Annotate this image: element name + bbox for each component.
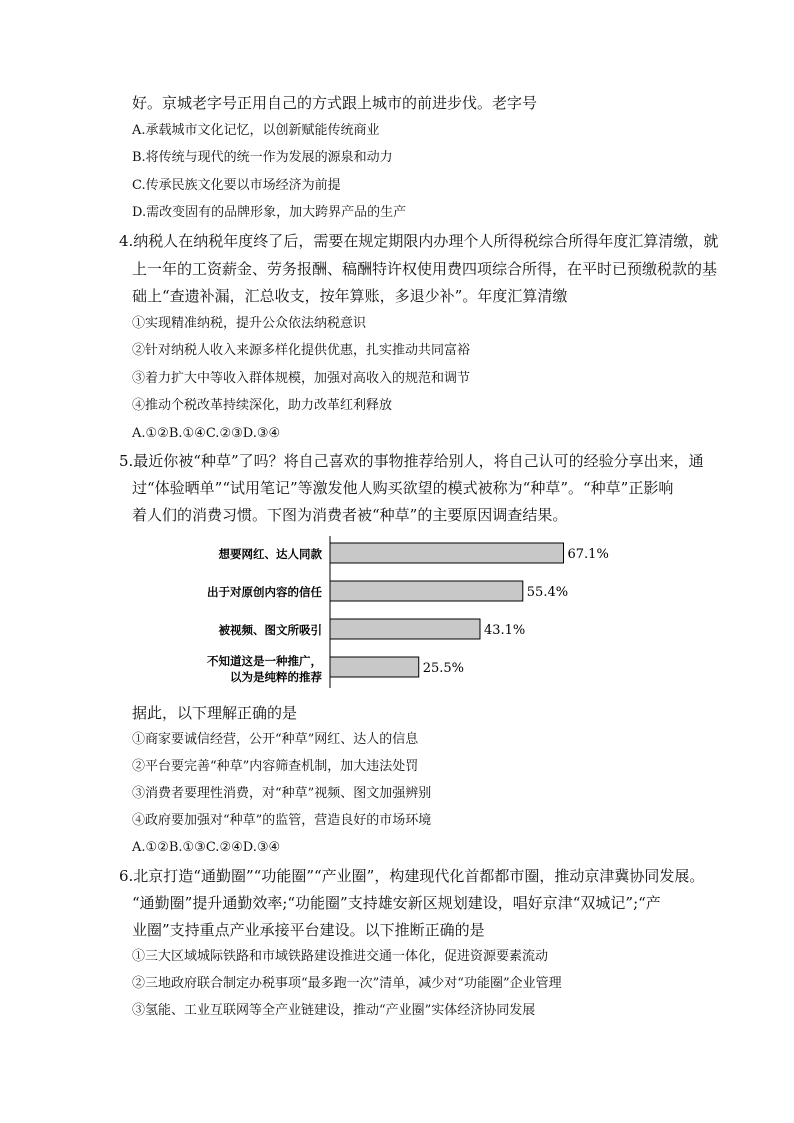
q5-stem-line-1: 5.最近你被“种草”了吗？将自己喜欢的事物推荐给别人，将自己认可的经验分享出来，通 (119, 452, 704, 470)
chart-category-label-4-line-2: 以为是纯粹的推荐 (230, 670, 322, 684)
q6-stem-line-3: 业圈”支持重点产业承接平台建设。以下推断正确的是 (132, 921, 485, 939)
chart-category-label-4-line-1: 不知道这是一种推广， (207, 654, 322, 668)
q5-item-2: ②平台要完善“种草”内容筛查机制，加大违法处罚 (132, 759, 419, 774)
q4-item-4: ④推动个税改革持续深化，助力改革红利释放 (132, 398, 393, 413)
chart-value-label-4: 25.5% (422, 661, 465, 676)
q3-option-c: C.传承民族文化要以市场经济为前提 (132, 178, 341, 193)
chart-bar-4 (330, 657, 419, 677)
q5-stem-line-2: 过“体验晒单”“试用笔记”等激发他人购买欲望的模式被称为“种草”。“种草”正影响 (132, 479, 674, 497)
q5-item-4: ④政府要加强对“种草”的监管，营造良好的市场环境 (132, 813, 432, 828)
q6-stem-line-1: 6.北京打造“通勤圈”“功能圈”“产业圈”，构建现代化首都都市圈，推动京津冀协同发展。 (119, 867, 705, 885)
q6-stem-line-2: “通勤圈”提升通勤效率;“功能圈”支持雄安新区规划建设，唱好京津“双城记”;“产 (132, 894, 661, 912)
q4-item-1: ①实现精准纳税，提升公众依法纳税意识 (132, 316, 367, 331)
chart-category-label-2: 出于对原创内容的信任 (207, 585, 322, 599)
chart-bar-3 (330, 619, 480, 639)
q6-item-3: ③氢能、工业互联网等全产业链建设，推动“产业圈”实体经济协同发展 (132, 1003, 536, 1018)
q4-stem-line-2: 上一年的工资薪金、劳务报酬、稿酬特许权使用费四项综合所得，在平时已预缴税款的基 (132, 260, 718, 278)
q5-answer-choices: A.①②B.①③C.②④D.③④ (132, 840, 281, 855)
q5-question: 据此，以下理解正确的是 (132, 704, 298, 722)
chart-bar-2 (330, 581, 523, 601)
q3-option-b: B.将传统与现代的统一作为发展的源泉和动力 (132, 150, 393, 165)
q4-item-3: ③着力扩大中等收入群体规模，加强对高收入的规范和调节 (132, 371, 471, 386)
q6-item-2: ②三地政府联合制定办税事项“最多跑一次”清单，减少对“功能圈”企业管理 (132, 976, 562, 991)
chart-bar-1 (330, 543, 564, 563)
q3-option-d: D.需改变固有的品牌形象，加大跨界产品的生产 (132, 205, 407, 220)
chart-value-label-1: 67.1% (567, 547, 609, 562)
chart-category-label-1: 想要网红、达人同款 (218, 547, 322, 561)
q6-item-1: ①三大区域城际铁路和市域铁路建设推进交通一体化，促进资源要素流动 (132, 949, 549, 964)
q5-item-3: ③消费者要理性消费，对“种草”视频、图文加强辨别 (132, 786, 432, 801)
q3-option-a: A.承载城市文化记忆，以创新赋能传统商业 (132, 123, 380, 138)
chart-value-label-3: 43.1% (483, 623, 526, 638)
chart-category-label-3: 被视频、图文所吸引 (218, 623, 322, 637)
survey-bar-chart (180, 532, 620, 692)
q5-item-1: ①商家要诚信经营，公开“种草”网红、达人的信息 (132, 732, 419, 747)
q3-stem-tail: 好。京城老字号正用自己的方式跟上城市的前进步伐。老字号 (132, 94, 538, 112)
chart-value-label-2: 55.4% (526, 585, 569, 600)
q4-answer-choices: A.①②B.①④C.②③D.③④ (132, 426, 281, 441)
q5-stem-line-3: 着人们的消费习惯。下图为消费者被“种草”的主要原因调查结果。 (132, 506, 568, 524)
q4-stem-line-3: 础上“查遗补漏，汇总收支，按年算账，多退少补”。年度汇算清缴 (132, 287, 568, 305)
q4-stem-line-1: 4.纳税人在纳税年度终了后，需要在规定期限内办理个人所得税综合所得年度汇算清缴，就 (119, 232, 719, 250)
q4-item-2: ②针对纳税人收入来源多样化提供优惠，扎实推动共同富裕 (132, 343, 471, 358)
